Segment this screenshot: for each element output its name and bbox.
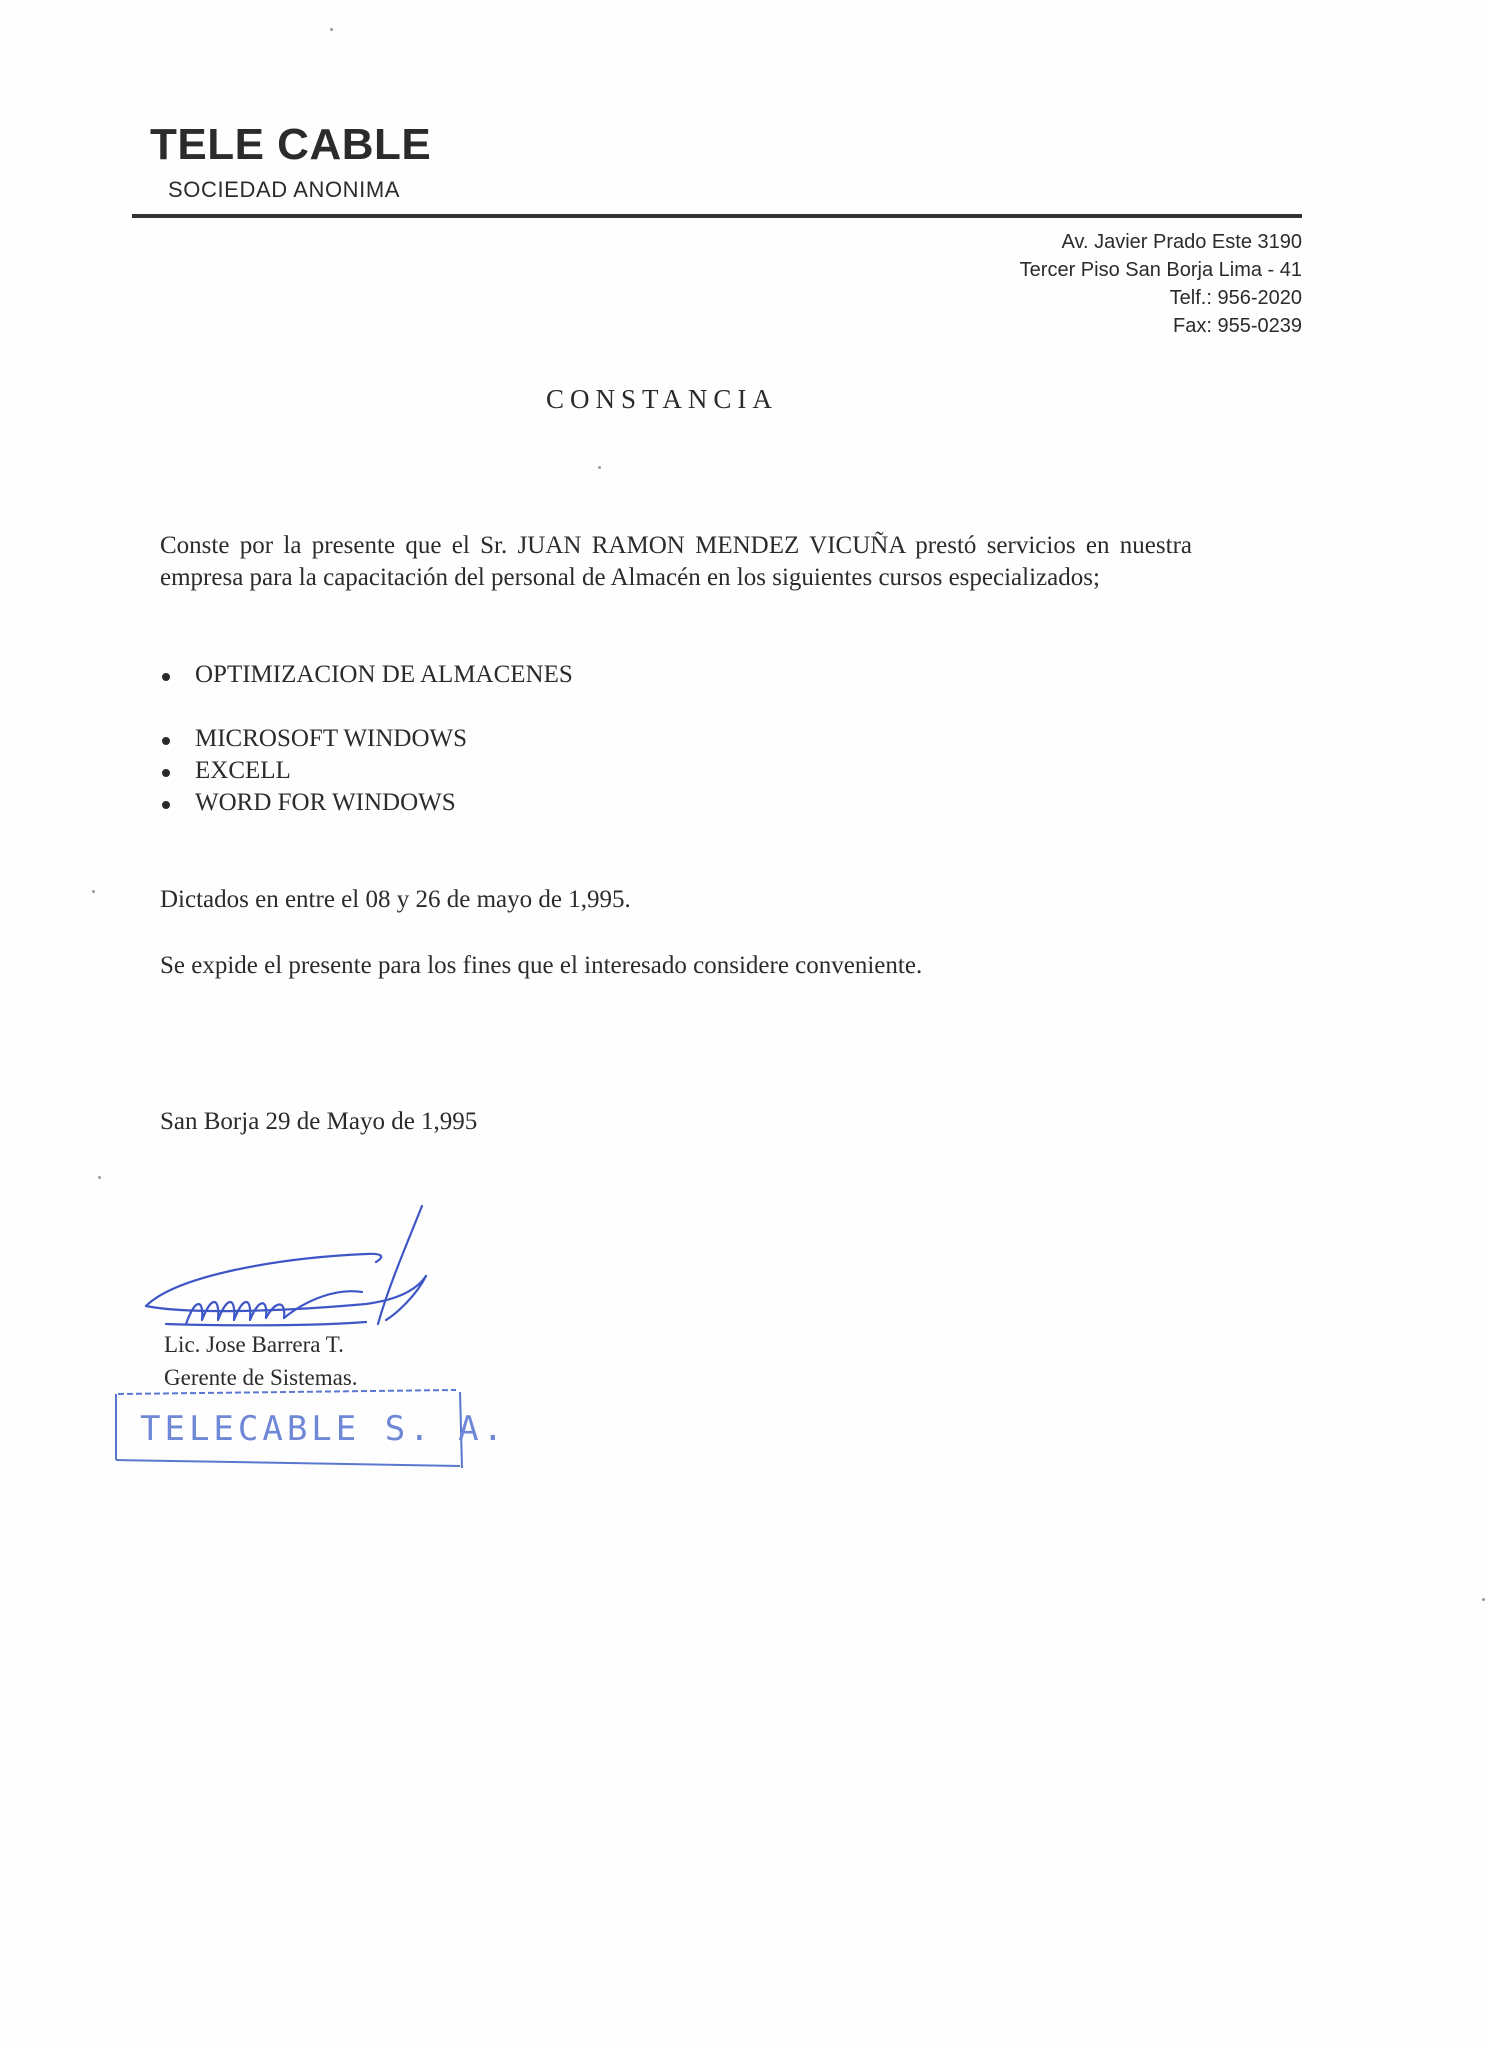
signer-position: Gerente de Sistemas. <box>164 1365 358 1390</box>
purpose-statement: Se expide el presente para los fines que el interesado considere conveniente. <box>160 952 923 979</box>
address-phone: Telf.: 956-2020 <box>1169 287 1302 309</box>
company-name: TELE CABLE <box>150 120 432 169</box>
company-address <box>1020 228 1302 340</box>
scan-speck <box>598 466 601 469</box>
course-dates: Dictados en entre el 08 y 26 de mayo de 1,995. <box>160 886 631 913</box>
handwritten-signature <box>126 1196 446 1346</box>
company-subtitle: SOCIEDAD ANONIMA <box>168 177 401 202</box>
scan-speck <box>1482 1598 1485 1601</box>
course-item: EXCELL <box>160 755 467 787</box>
place-and-date: San Borja 29 de Mayo de 1,995 <box>160 1108 478 1135</box>
course-list-primary <box>160 659 573 691</box>
document-title: CONSTANCIA <box>546 384 778 414</box>
stamp-text: TELECABLE S. A. <box>140 1409 508 1449</box>
scan-speck <box>92 890 95 893</box>
intro-paragraph: Conste por la presente que el Sr. JUAN RAMON MENDEZ VICUÑA prestó servicios en nuestra empresa para la capacitación del personal de Almacén en los siguientes cursos especializados; <box>160 532 1192 591</box>
address-line-2: Tercer Piso San Borja Lima - 41 <box>1019 259 1302 281</box>
scan-speck <box>330 28 333 31</box>
course-item: OPTIMIZACION DE ALMACENES <box>160 659 573 691</box>
company-stamp <box>112 1380 508 1470</box>
address-fax: Fax: 955-0239 <box>1173 315 1302 337</box>
signer-name: Lic. Jose Barrera T. <box>164 1332 344 1357</box>
scan-speck <box>98 1176 101 1179</box>
course-list-secondary <box>160 723 467 819</box>
course-item: WORD FOR WINDOWS <box>160 787 467 819</box>
course-item: MICROSOFT WINDOWS <box>160 723 467 755</box>
address-line-1: Av. Javier Prado Este 3190 <box>1061 231 1302 253</box>
header-divider <box>132 214 1302 218</box>
